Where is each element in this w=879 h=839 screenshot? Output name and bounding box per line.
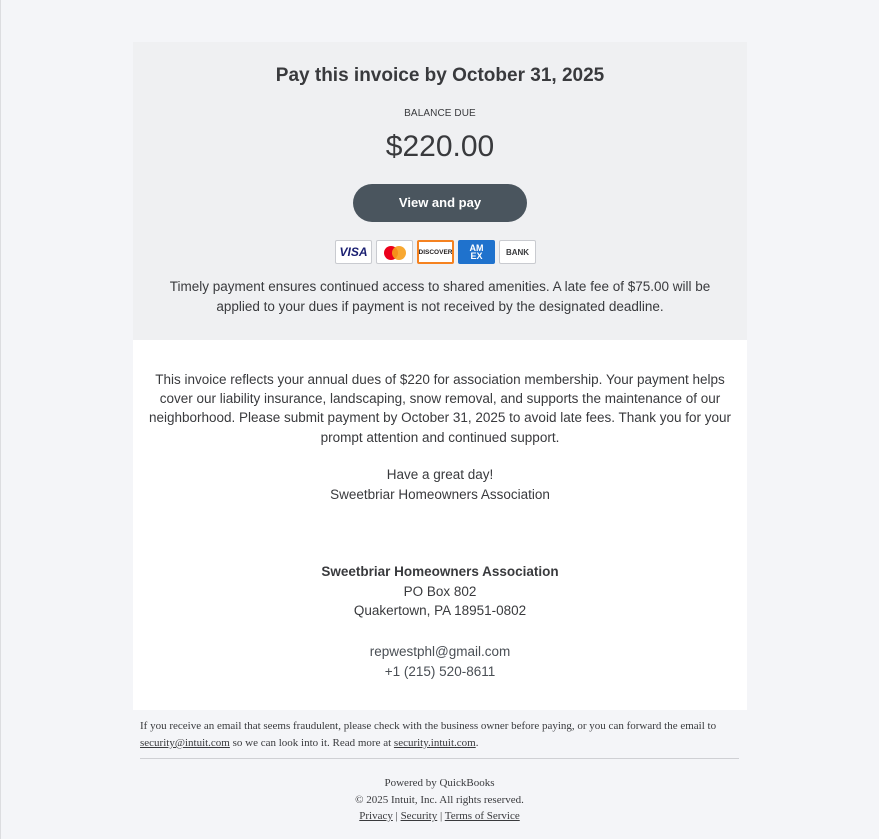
company-name: Sweetbriar Homeowners Association bbox=[321, 564, 559, 579]
balance-due-label: BALANCE DUE bbox=[404, 108, 476, 119]
invoice-message: This invoice reflects your annual dues of $220 for association membership. Your payment helps cover our liability insurance, landscaping, snow removal, and supports the maintenance of our neighborhood. Please submit payment by October 31, 2025 to avoid late fees. Thank you for your prompt attention and continued support. bbox=[148, 372, 732, 445]
link-separator: | bbox=[395, 810, 398, 822]
legal-links bbox=[140, 808, 739, 825]
fraud-text-1: If you receive an email that seems fraudulent, please check with the business owner before paying, or you can forward the email to bbox=[140, 720, 717, 732]
address-line-2: Quakertown, PA 18951-0802 bbox=[353, 603, 527, 618]
fraud-text-3: . bbox=[475, 737, 479, 749]
security-email-link[interactable]: security@intuit.com bbox=[140, 737, 230, 749]
security-link[interactable]: Security bbox=[400, 810, 438, 822]
company-address-block bbox=[133, 562, 747, 621]
amex-line-2: EX bbox=[470, 251, 483, 261]
footer-divider bbox=[140, 758, 739, 759]
balance-due-amount: $220.00 bbox=[385, 130, 495, 163]
mastercard-icon bbox=[376, 240, 413, 264]
visa-icon: VISA bbox=[335, 240, 372, 264]
invoice-email-card bbox=[133, 42, 747, 710]
fraud-text-2: so we can look into it. Read more at bbox=[229, 737, 394, 749]
view-and-pay-button[interactable]: View and pay bbox=[353, 184, 527, 222]
late-fee-notice: Timely payment ensures continued access to shared amenities. A late fee of $75.00 will be applied to your dues if payment is not received by the designated deadline. bbox=[169, 279, 711, 314]
legal-block bbox=[140, 775, 739, 825]
bank-icon: BANK bbox=[499, 240, 536, 264]
payment-methods bbox=[335, 240, 536, 264]
terms-link[interactable]: Terms of Service bbox=[444, 810, 520, 822]
powered-by: Powered by QuickBooks bbox=[384, 777, 495, 789]
company-email[interactable]: repwestphl@gmail.com bbox=[369, 644, 511, 659]
link-separator: | bbox=[439, 810, 443, 822]
amex-icon bbox=[458, 240, 495, 264]
copyright: © 2025 Intuit, Inc. All rights reserved. bbox=[355, 793, 524, 806]
page-edge-divider bbox=[0, 0, 1, 839]
mastercard-orange-circle bbox=[392, 246, 406, 260]
pay-by-title: Pay this invoice by October 31, 2025 bbox=[275, 65, 605, 86]
greeting: Have a great day! bbox=[386, 467, 494, 482]
email-footer bbox=[140, 718, 739, 825]
company-phone[interactable]: +1 (215) 520-8611 bbox=[384, 664, 496, 679]
company-contact-block bbox=[133, 642, 747, 682]
closing-block bbox=[133, 465, 747, 504]
fraud-warning bbox=[140, 718, 739, 752]
message-panel bbox=[133, 340, 747, 710]
security-site-link[interactable]: security.intuit.com bbox=[393, 737, 476, 749]
payment-panel bbox=[133, 42, 747, 340]
address-line-1: PO Box 802 bbox=[403, 583, 477, 599]
discover-icon: DISCOVER bbox=[417, 240, 454, 264]
privacy-link[interactable]: Privacy bbox=[359, 810, 393, 822]
signature: Sweetbriar Homeowners Association bbox=[330, 486, 550, 502]
amex-line-1: AM bbox=[469, 243, 484, 253]
